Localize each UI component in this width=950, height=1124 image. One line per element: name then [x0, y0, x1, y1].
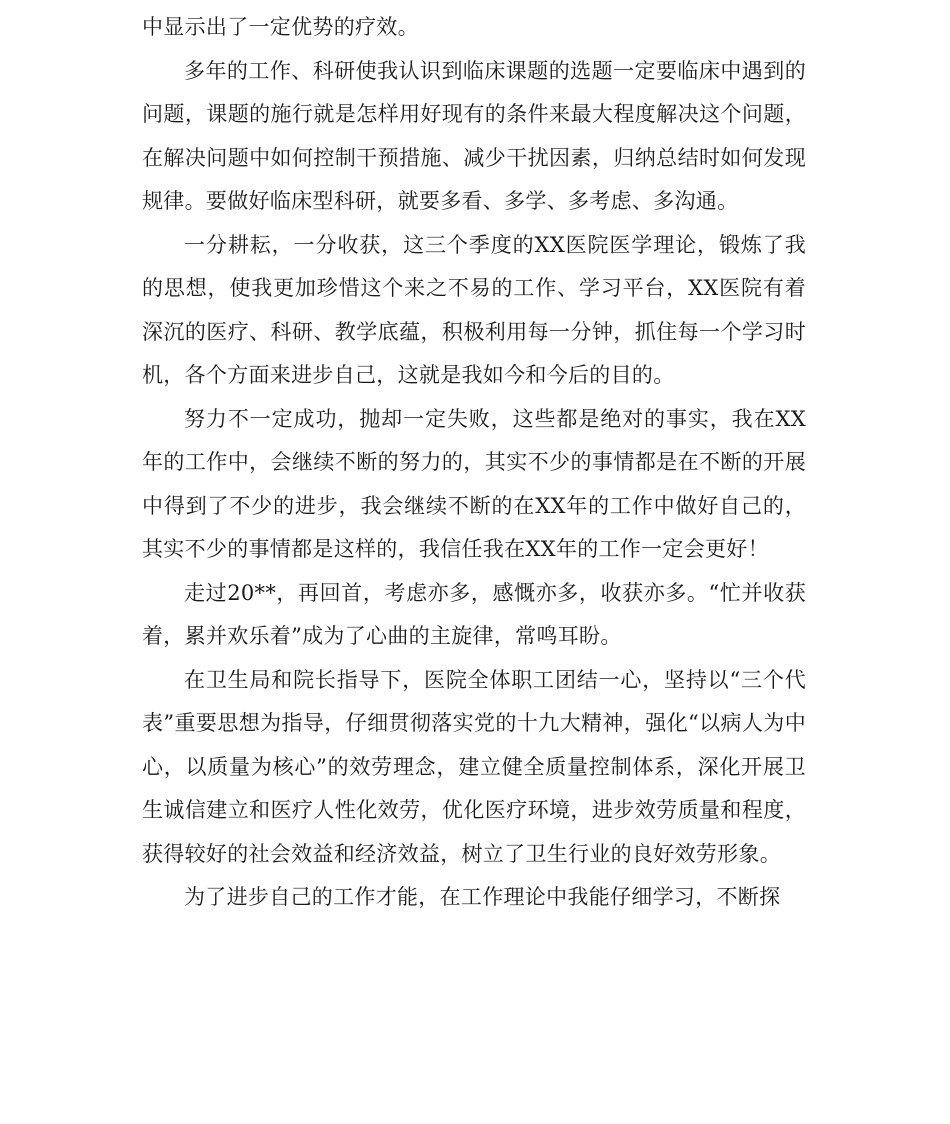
paragraph-6: 在卫生局和院长指导下，医院全体职工团结一心，坚持以“三个代表”重要思想为指导，仔细贯彻落实党的十九大精神，强化“以病人为中心，以质量为核心”的效劳理念，建立健全质量控制体系，深化开展卫生诚信建立和医疗人性化效劳，优化医疗环境，进步效劳质量和程度，获得较好的社会效益和经济效益，树立了卫生行业的良好效劳形象。	[142, 667, 806, 866]
paragraph-4: 努力不一定成功，抛却一定失败，这些都是绝对的事实，我在XX年的工作中，会继续不断的努力的，其实不少的事情都是在不断的开展中得到了不少的进步，我会继续不断的在XX年的工作中做好自己的，其实不少的事情都是这样的，我信任我在XX年的工作一定会更好！	[142, 406, 806, 561]
paragraph-5: 走过20**，再回首，考虑亦多，感慨亦多，收获亦多。“忙并收获着，累并欢乐着”成为了心曲的主旋律，常鸣耳盼。	[142, 580, 806, 648]
paragraph-3: 一分耕耘，一分收获，这三个季度的XX医院医学理论，锻炼了我的思想，使我更加珍惜这个来之不易的工作、学习平台，XX医院有着深沉的医疗、科研、教学底蕴，积极利用每一分钟，抓住每一个学习时机，各个方面来进步自己，这就是我如今和今后的目的。	[142, 232, 806, 387]
document-page	[142, 6, 806, 920]
paragraph-1: 中显示出了一定优势的疗效。	[142, 15, 419, 39]
paragraph-7: 为了进步自己的工作才能，在工作理论中我能仔细学习，不断探	[184, 885, 781, 909]
paragraph-2: 多年的工作、科研使我认识到临床课题的选题一定要临床中遇到的问题，课题的施行就是怎样用好现有的条件来最大程度解决这个问题，在解决问题中如何控制干预措施、减少干扰因素，归纳总结时如何发现规律。要做好临床型科研，就要多看、多学、多考虑、多沟通。	[142, 58, 806, 213]
